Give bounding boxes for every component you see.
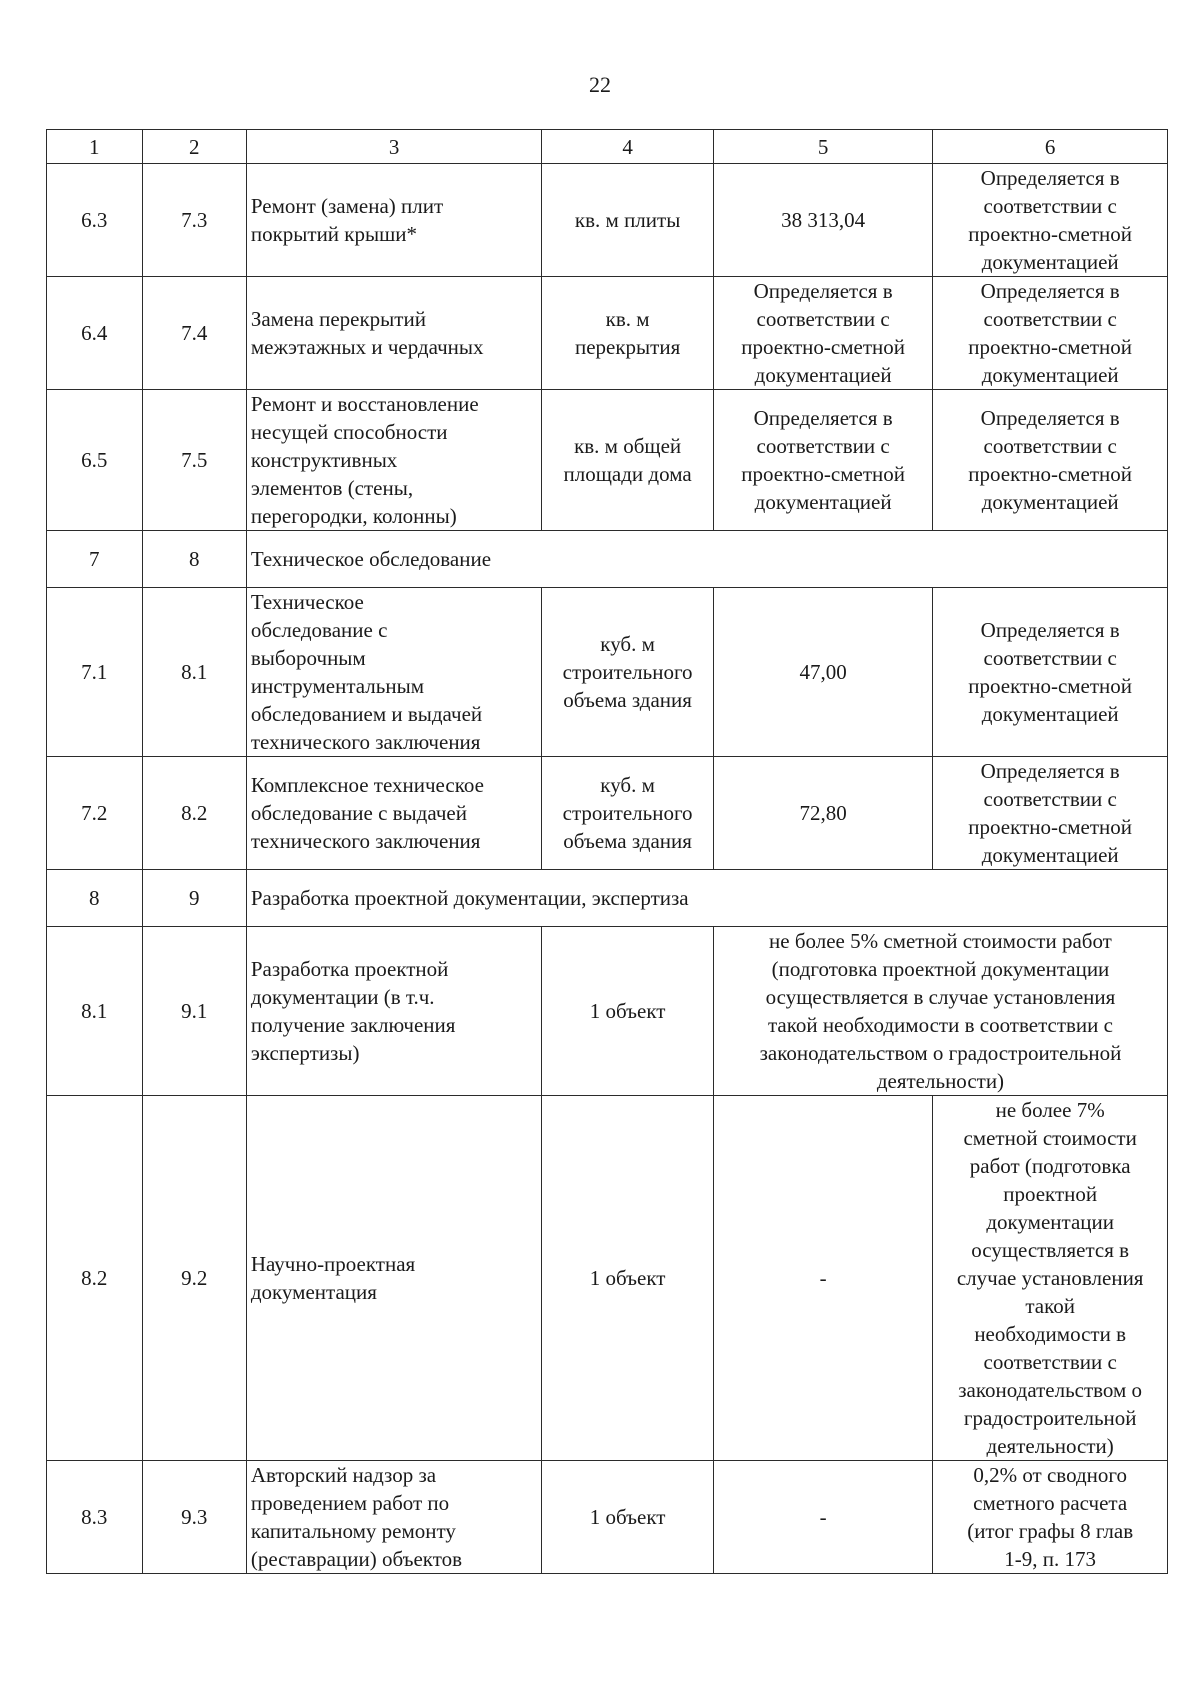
cost-value: 38 313,04 xyxy=(713,164,932,277)
limit-value: Определяется в соответствии с проектно-сметной документацией xyxy=(933,390,1168,531)
row-number: 7.2 xyxy=(47,757,143,870)
work-name: Научно-проектная документация xyxy=(246,1096,541,1461)
table-row xyxy=(47,588,1168,757)
item-number: 8.1 xyxy=(142,588,246,757)
work-name: Замена перекрытий межэтажных и чердачных xyxy=(246,277,541,390)
limit-value: не более 5% сметной стоимости работ (подготовка проектной документации осуществляется в случае установления такой необходимости в соответствии с законодательством о градостроительной деятельности) xyxy=(713,927,1167,1096)
unit: 1 объект xyxy=(542,927,714,1096)
item-number: 9 xyxy=(142,870,246,927)
work-name: Ремонт (замена) плит покрытий крыши* xyxy=(246,164,541,277)
cost-value: - xyxy=(713,1096,932,1461)
cost-value: Определяется в соответствии с проектно-сметной документацией xyxy=(713,390,932,531)
unit: 1 объект xyxy=(542,1096,714,1461)
row-number: 8.3 xyxy=(47,1461,143,1574)
table-header-row xyxy=(47,130,1168,164)
header-col-6: 6 xyxy=(933,130,1168,164)
limit-value: Определяется в соответствии с проектно-сметной документацией xyxy=(933,277,1168,390)
table-row xyxy=(47,164,1168,277)
table-row xyxy=(47,277,1168,390)
table-row xyxy=(47,1096,1168,1461)
item-number: 9.2 xyxy=(142,1096,246,1461)
header-col-3: 3 xyxy=(246,130,541,164)
table-row xyxy=(47,390,1168,531)
unit: кв. м общей площади дома xyxy=(542,390,714,531)
limit-value: не более 7% сметной стоимости работ (подготовка проектной документации осуществляется в случае установления такой необходимости в соответствии с законодательством о градостроительной деятельности) xyxy=(933,1096,1168,1461)
section-row xyxy=(47,531,1168,588)
item-number: 7.3 xyxy=(142,164,246,277)
unit: куб. м строительного объема здания xyxy=(542,588,714,757)
section-title: Техническое обследование xyxy=(246,531,1167,588)
cost-value: Определяется в соответствии с проектно-сметной документацией xyxy=(713,277,932,390)
limit-value: 0,2% от сводного сметного расчета (итог графы 8 глав 1-9, п. 173 xyxy=(933,1461,1168,1574)
header-col-1: 1 xyxy=(47,130,143,164)
item-number: 9.1 xyxy=(142,927,246,1096)
row-number: 6.3 xyxy=(47,164,143,277)
unit: куб. м строительного объема здания xyxy=(542,757,714,870)
limit-value: Определяется в соответствии с проектно-сметной документацией xyxy=(933,164,1168,277)
row-number: 6.4 xyxy=(47,277,143,390)
limit-value: Определяется в соответствии с проектно-сметной документацией xyxy=(933,588,1168,757)
work-name: Комплексное техническое обследование с выдачей технического заключения xyxy=(246,757,541,870)
header-col-2: 2 xyxy=(142,130,246,164)
item-number: 7.4 xyxy=(142,277,246,390)
cost-value: - xyxy=(713,1461,932,1574)
item-number: 8 xyxy=(142,531,246,588)
header-col-5: 5 xyxy=(713,130,932,164)
row-number: 7 xyxy=(47,531,143,588)
row-number: 7.1 xyxy=(47,588,143,757)
table-row xyxy=(47,1461,1168,1574)
unit: 1 объект xyxy=(542,1461,714,1574)
page-number: 22 xyxy=(589,72,611,97)
row-number: 6.5 xyxy=(47,390,143,531)
row-number: 8 xyxy=(47,870,143,927)
section-row xyxy=(47,870,1168,927)
work-name: Техническое обследование с выборочным инструментальным обследованием и выдачей технического заключения xyxy=(246,588,541,757)
work-name: Авторский надзор за проведением работ по капитальному ремонту (реставрации) объектов xyxy=(246,1461,541,1574)
row-number: 8.2 xyxy=(47,1096,143,1461)
work-name: Ремонт и восстановление несущей способности конструктивных элементов (стены, перегородки, колонны) xyxy=(246,390,541,531)
rates-table xyxy=(46,129,1168,1574)
header-col-4: 4 xyxy=(542,130,714,164)
item-number: 9.3 xyxy=(142,1461,246,1574)
item-number: 8.2 xyxy=(142,757,246,870)
work-name: Разработка проектной документации (в т.ч. получение заключения экспертизы) xyxy=(246,927,541,1096)
row-number: 8.1 xyxy=(47,927,143,1096)
cost-value: 72,80 xyxy=(713,757,932,870)
unit: кв. м перекрытия xyxy=(542,277,714,390)
cost-value: 47,00 xyxy=(713,588,932,757)
unit: кв. м плиты xyxy=(542,164,714,277)
section-title: Разработка проектной документации, экспертиза xyxy=(246,870,1167,927)
table-row xyxy=(47,927,1168,1096)
item-number: 7.5 xyxy=(142,390,246,531)
table-row xyxy=(47,757,1168,870)
limit-value: Определяется в соответствии с проектно-сметной документацией xyxy=(933,757,1168,870)
